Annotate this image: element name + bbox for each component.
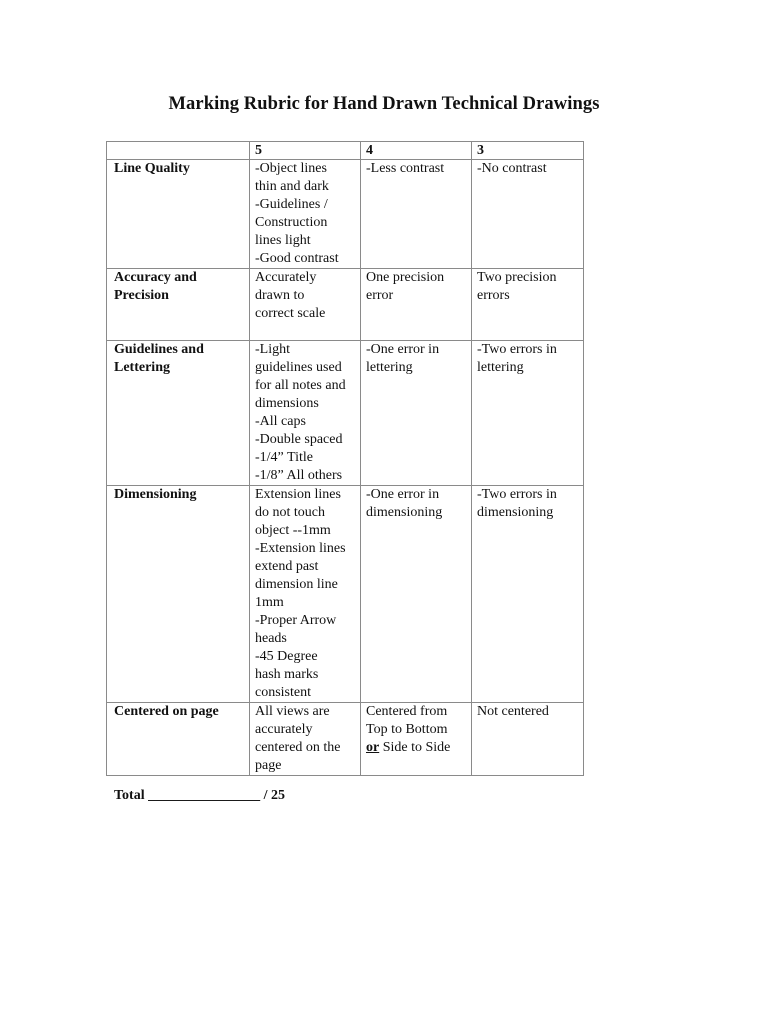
score-4-cell: -One error in lettering <box>361 341 472 486</box>
criterion-cell: Accuracy and Precision <box>107 269 250 341</box>
score-3-cell: Not centered <box>472 703 584 776</box>
header-cell-score-3: 3 <box>472 142 584 160</box>
rubric-table <box>106 141 584 776</box>
score-5-cell: All views are accurately centered on the page <box>250 703 361 776</box>
score-4-cell <box>361 703 472 776</box>
total-blank: ________________ <box>148 788 261 803</box>
total-label: Total <box>114 788 145 803</box>
table-row-centered <box>107 703 584 776</box>
header-cell-criterion <box>107 142 250 160</box>
total-max: / 25 <box>263 788 285 803</box>
criterion-cell: Guidelines and Lettering <box>107 341 250 486</box>
table-row-accuracy <box>107 269 584 341</box>
score-4-cell: One precision error <box>361 269 472 341</box>
score-4-text-end: Side to Side <box>379 740 451 755</box>
total-line <box>114 788 285 804</box>
score-5-cell: Accurately drawn to correct scale <box>250 269 361 341</box>
score-3-cell: -No contrast <box>472 160 584 269</box>
score-4-cell: -One error in dimensioning <box>361 486 472 703</box>
criterion-cell: Line Quality <box>107 160 250 269</box>
table-row-dimensioning <box>107 486 584 703</box>
table-header-row <box>107 142 584 160</box>
or-emphasis: or <box>366 740 380 755</box>
criterion-cell: Centered on page <box>107 703 250 776</box>
score-3-cell: -Two errors in dimensioning <box>472 486 584 703</box>
table-row-line-quality <box>107 160 584 269</box>
score-5-cell: Extension lines do not touch object --1mm -Extension lines extend past dimension line 1mm -Proper Arrow heads -45 Degree hash marks consistent <box>250 486 361 703</box>
score-5-cell: -Light guidelines used for all notes and dimensions -All caps -Double spaced -1/4” Title -1/8” All others <box>250 341 361 486</box>
score-4-cell: -Less contrast <box>361 160 472 269</box>
score-3-cell: Two precision errors <box>472 269 584 341</box>
score-5-cell: -Object lines thin and dark -Guidelines / Construction lines light -Good contrast <box>250 160 361 269</box>
score-3-cell: -Two errors in lettering <box>472 341 584 486</box>
header-cell-score-5: 5 <box>250 142 361 160</box>
page-title: Marking Rubric for Hand Drawn Technical Drawings <box>168 94 600 114</box>
header-cell-score-4: 4 <box>361 142 472 160</box>
criterion-cell: Dimensioning <box>107 486 250 703</box>
table-row-guidelines <box>107 341 584 486</box>
score-4-text: Centered from Top to Bottom <box>366 704 448 737</box>
